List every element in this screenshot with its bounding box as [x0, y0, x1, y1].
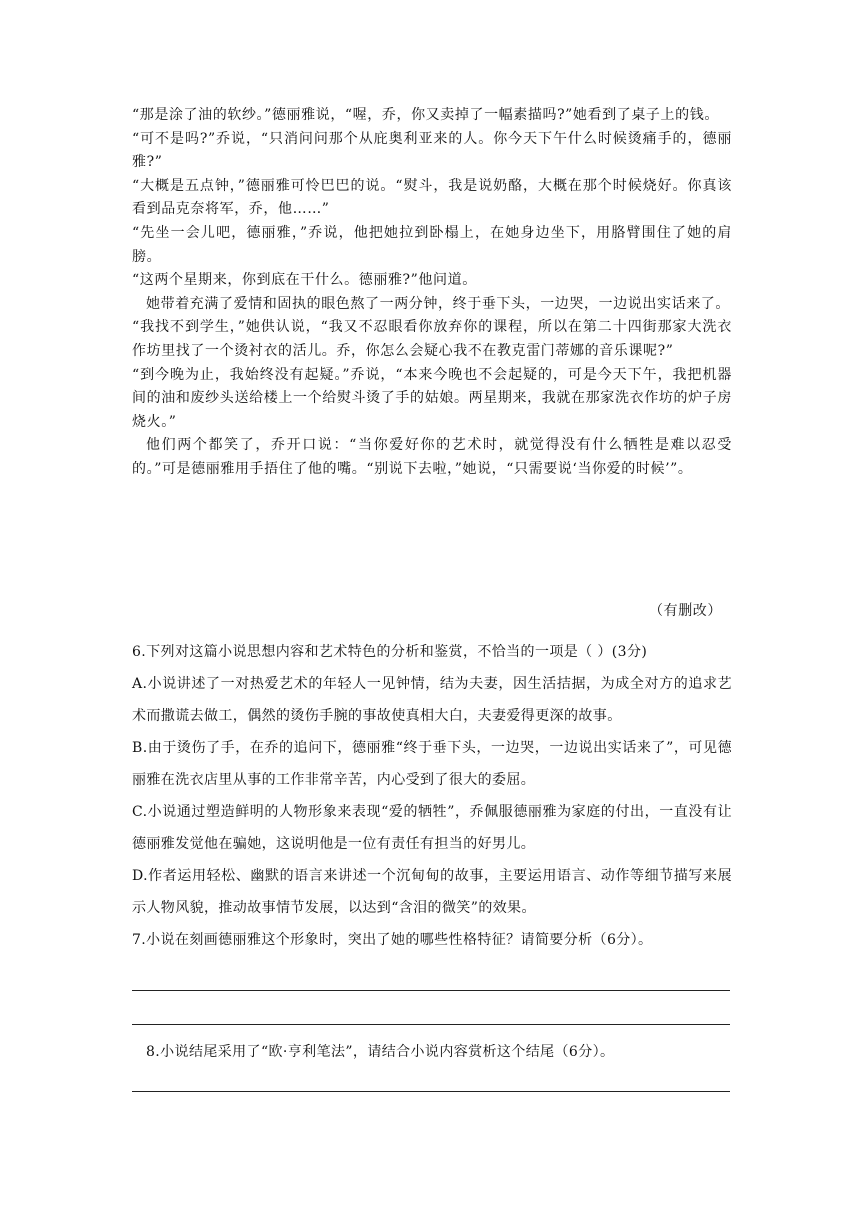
- answer-line[interactable]: [132, 1091, 730, 1092]
- story-paragraph: “可不是吗?”乔说，“只消问问那个从庇奥利亚来的人。你今天下午什么时候烫痛手的，德丽雅?”: [132, 130, 732, 171]
- answer-line[interactable]: [132, 1024, 730, 1025]
- story-paragraph: “先坐一会儿吧，德丽雅，”乔说，他把她拉到卧榻上，在她身边坐下，用胳臂围住了她的肩膀。: [132, 224, 732, 265]
- answer-line[interactable]: [132, 990, 730, 991]
- question-block: [132, 636, 732, 956]
- story-paragraph: “到今晚为止，我始终没有起疑。”乔说，“本来今晚也不会起疑的，可是今天下午，我把机器间的油和废纱头送给楼上一个给熨斗烫了手的姑娘。两星期来，我就在那家洗衣作坊的炉子房烧火。”: [132, 366, 732, 430]
- question-6-option-a: A.小说讲述了一对热爱艺术的年轻人一见钟情，结为夫妻，因生活拮据，为成全对方的追求艺术而撒谎去做工，偶然的烫伤手腕的事故使真相大白，夫妻爱得更深的故事。: [132, 676, 732, 724]
- question-8-stem: 8.小说结尾采用了“欧·亨利笔法”，请结合小说内容赏析这个结尾（6分）。: [146, 1044, 615, 1060]
- story-paragraph: 他们两个都笑了，乔开口说：“当你爱好你的艺术时，就觉得没有什么牺牲是难以忍受的。”可是德丽雅用手捂住了他的嘴。“别说下去啦，”她说，“只需要说‘当你爱的时候’”。: [132, 437, 732, 477]
- question-6-stem: 6.下列对这篇小说思想内容和艺术特色的分析和鉴赏，不恰当的一项是（ ）(3分): [132, 644, 648, 660]
- source-note: （有删改）: [649, 603, 722, 619]
- story-excerpt: [132, 104, 732, 482]
- question-6-option-b: B.由于烫伤了手，在乔的追问下，德丽雅“终于垂下头，一边哭，一边说出实话来了”，可见德丽雅在洗衣店里从事的工作非常辛苦，内心受到了很大的委屈。: [132, 740, 732, 788]
- story-paragraph: “这两个星期来，你到底在干什么。德丽雅?”他问道。: [132, 272, 477, 289]
- story-paragraph: “我找不到学生，”她供认说，“我又不忍眼看你放弃你的课程，所以在第二十四街那家大洗衣作坊里找了一个烫衬衣的活儿。乔，你怎么会疑心我不在教克雷门蒂娜的音乐课呢?”: [132, 319, 732, 359]
- story-paragraph: 她带着充满了爱情和固执的眼色熬了一两分钟，终于垂下头，一边哭，一边说出实话来了。: [146, 295, 730, 312]
- story-paragraph: “大概是五点钟，”德丽雅可怜巴巴的说。“熨斗，我是说奶酪，大概在那个时候烧好。你真该看到品克奈将军，乔，他……”: [132, 177, 732, 218]
- question-6-option-c: C.小说通过塑造鲜明的人物形象来表现“爱的牺牲”，乔佩服德丽雅为家庭的付出，一直没有让德丽雅发觉他在骗她，这说明他是一位有责任有担当的好男儿。: [132, 804, 732, 852]
- question-7-stem: 7.小说在刻画德丽雅这个形象时，突出了她的哪些性格特征？请简要分析（6分）。: [132, 932, 653, 948]
- question-6-option-d: D.作者运用轻松、幽默的语言来讲述一个沉甸甸的故事，主要运用语言、动作等细节描写来展示人物风貌，推动故事情节发展，以达到“含泪的微笑”的效果。: [132, 868, 732, 916]
- story-paragraph: “那是涂了油的软纱。”德丽雅说，“喔，乔，你又卖掉了一幅素描吗?”她看到了桌子上的钱。: [132, 107, 719, 123]
